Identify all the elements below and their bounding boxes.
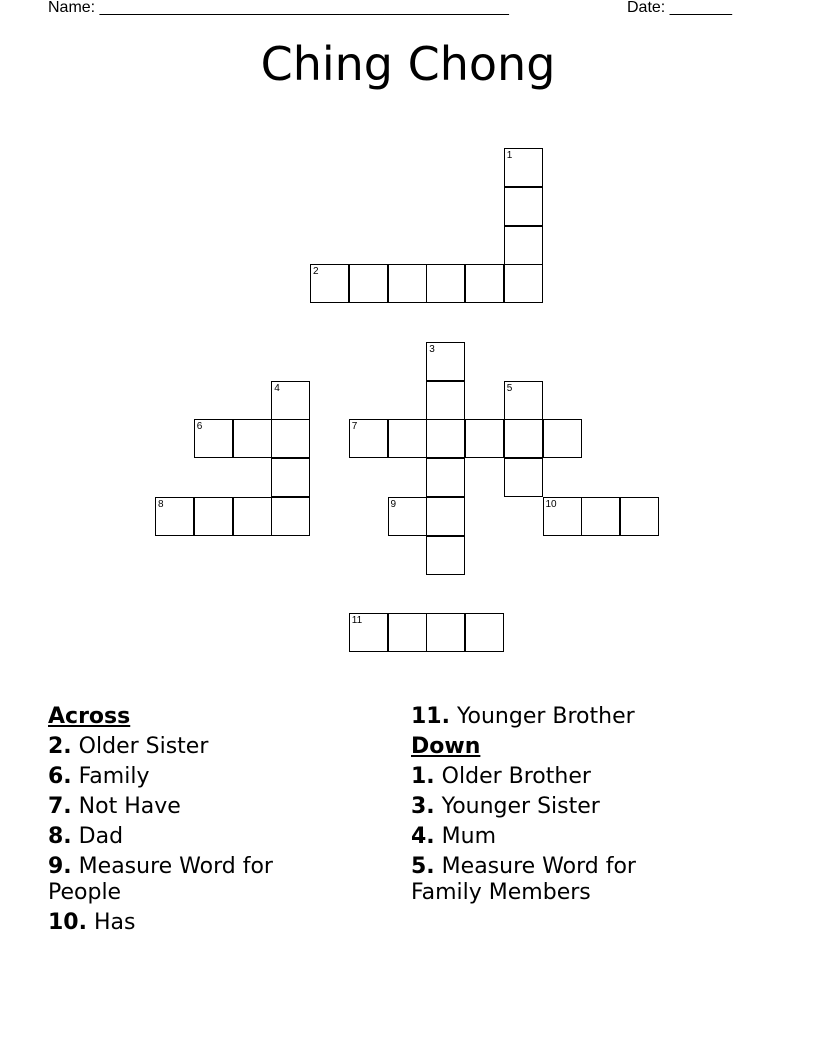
grid-cell[interactable] [349,613,388,652]
grid-cell[interactable] [194,419,233,458]
cell-number: 1 [506,150,513,161]
clue-text: Older Brother [441,764,591,789]
clue-number: 1. [411,764,435,789]
grid-cell[interactable] [349,419,388,458]
grid-cell[interactable] [543,419,582,458]
grid-cell[interactable] [426,458,465,497]
grid-cell[interactable] [271,497,310,536]
clue-down-4 [411,822,711,852]
clue-number: 3. [411,794,435,819]
grid-cell[interactable] [504,419,543,458]
clue-across-11 [411,702,711,732]
grid-cell[interactable] [543,497,582,536]
cell-number: 10 [545,498,557,510]
across-heading: Across [48,704,131,729]
grid-cell[interactable] [465,419,504,458]
grid-cell[interactable] [233,497,272,536]
grid-cell[interactable] [426,419,465,458]
grid-cell[interactable] [465,264,504,303]
grid-cell[interactable] [388,264,427,303]
grid-cell[interactable] [349,264,388,303]
clue-across-2 [48,732,348,762]
grid-cell[interactable] [504,148,543,187]
clue-number: 8. [48,824,72,849]
grid-cell[interactable] [504,381,543,420]
clue-text: Older Sister [78,734,209,759]
grid-cell[interactable] [388,497,427,536]
grid-cell[interactable] [426,264,465,303]
grid-cell[interactable] [310,264,349,303]
grid-cell[interactable] [426,381,465,420]
cell-number: 11 [351,615,363,626]
clue-number: 4. [411,824,435,849]
clue-down-1 [411,762,711,792]
clue-text: Dad [78,824,124,849]
grid-cell[interactable] [504,187,543,226]
grid-cell[interactable] [194,497,233,536]
puzzle-title: Ching Chong [260,37,556,91]
cell-number: 7 [351,421,358,433]
date-field-label: Date: _______ [627,0,732,16]
clue-text: Measure Word for Family Members [411,854,636,905]
clue-number: 7. [48,794,72,819]
clue-number: 10. [48,910,87,935]
grid-cell[interactable] [271,381,310,420]
clue-number: 6. [48,764,72,789]
grid-cell[interactable] [504,458,543,497]
down-heading: Down [411,734,481,759]
grid-cell[interactable] [581,497,620,536]
clue-text: Not Have [78,794,181,819]
clue-down-5 [411,852,711,908]
clue-number: 11. [411,704,450,729]
cell-number: 6 [196,421,203,433]
grid-cell[interactable] [465,613,504,652]
clue-text: Has [93,910,136,935]
grid-cell[interactable] [504,226,543,265]
clue-across-6 [48,762,348,792]
grid-cell[interactable] [271,458,310,497]
grid-cell[interactable] [426,342,465,381]
name-field-label: Name: ______________________________________________ [48,0,509,16]
clue-number: 5. [411,854,435,879]
clue-across-9 [48,852,348,908]
cell-number: 2 [313,266,319,278]
cell-number: 3 [429,343,435,355]
clue-across-7 [48,792,348,822]
clue-text: Younger Sister [441,794,600,819]
clue-across-8 [48,822,348,852]
clue-down-3 [411,792,711,822]
grid-cell[interactable] [271,419,310,458]
grid-cell[interactable] [155,497,194,536]
grid-cell[interactable] [233,419,272,458]
grid-cell[interactable] [620,497,659,536]
grid-cell[interactable] [426,613,465,652]
cell-number: 8 [158,498,164,510]
cell-number: 4 [274,382,280,394]
clue-number: 2. [48,734,72,759]
clues-right-column [411,702,711,908]
clue-across-10 [48,908,348,938]
clue-number: 9. [48,854,72,879]
cell-number: 9 [390,498,397,510]
grid-cell[interactable] [388,613,427,652]
clue-text: Younger Brother [456,704,635,729]
clue-text: Mum [441,824,497,849]
grid-cell[interactable] [426,497,465,536]
grid-cell[interactable] [504,264,543,303]
cell-number: 5 [506,382,513,394]
clues-left-column [48,702,348,938]
grid-cell[interactable] [426,536,465,575]
clue-text: Family [78,764,150,789]
clue-text: Measure Word for People [48,854,273,905]
grid-cell[interactable] [388,419,427,458]
